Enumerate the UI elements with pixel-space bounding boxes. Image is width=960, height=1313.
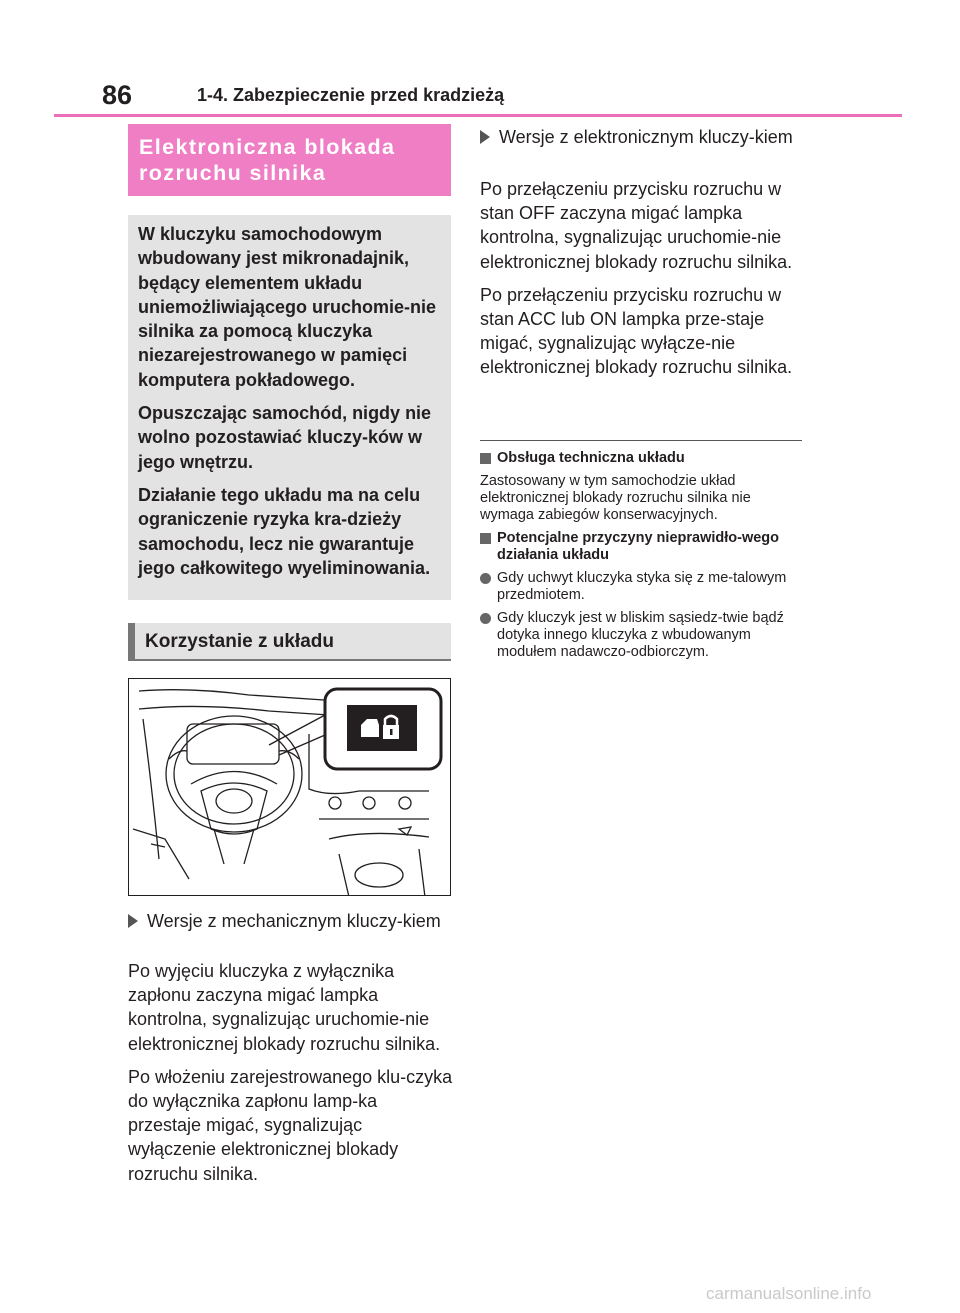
- note-body: Zastosowany w tym samochodzie układ elektronicznej blokady rozruchu silnika nie wymaga zabiegów konserwacyjnych.: [480, 473, 751, 523]
- note-list-item-text: Gdy kluczyk jest w bliskim sąsiedz-twie bądź dotyka innego kluczyka z wbudowanym modułem nadawczo-odbiorczym.: [497, 610, 784, 660]
- note-heading-text: Potencjalne przyczyny nieprawidło-wego działania układu: [497, 530, 780, 563]
- body-paragraph: Po przełączeniu przycisku rozruchu w stan ACC lub ON lampka prze-staje migać, sygnalizując wyłącze-nie elektronicznej blokady rozruchu silnika.: [480, 284, 793, 378]
- version-bullet: [128, 909, 453, 933]
- divider: [480, 440, 802, 441]
- warning-box: [128, 215, 451, 600]
- note-list-item-text: Gdy uchwyt kluczyka styka się z me-talowym przedmiotem.: [497, 570, 787, 603]
- arrow-bullet-icon: [480, 130, 490, 144]
- body-paragraph: Po wyjęciu kluczyka z wyłącznika zapłonu zaczyna migać lampka kontrolna, sygnalizując uruchomie-nie elektronicznej blokady rozruchu silnika.: [128, 961, 441, 1054]
- square-bullet-icon: [480, 453, 491, 464]
- warning-paragraph: Opuszczając samochód, nigdy nie wolno pozostawiać kluczy-ków w jego wnętrzu.: [138, 403, 432, 472]
- note-heading-text: Obsługa techniczna układu: [497, 450, 685, 466]
- version-bullet-text: Wersje z elektronicznym kluczy-kiem: [499, 127, 793, 147]
- dashboard-illustration: [128, 678, 451, 896]
- section-heading: Elektroniczna blokada rozruchu silnika: [139, 135, 396, 185]
- notes: [480, 450, 805, 667]
- header-rule: [54, 114, 902, 117]
- right-body: [480, 177, 805, 389]
- subheading: Korzystanie z układu: [145, 631, 334, 652]
- round-bullet-icon: [480, 613, 491, 624]
- left-body: [128, 959, 453, 1195]
- arrow-bullet-icon: [128, 914, 138, 928]
- warning-paragraph: W kluczyku samochodowym wbudowany jest mikronadajnik, będący elementem układu uniemożliwiającego uruchomie-nie silnika za pomocą kluczyka niezarejestrowanego w pamięci komputera pokładowego.: [138, 224, 437, 390]
- version-bullet-text: Wersje z mechanicznym kluczy-kiem: [147, 911, 441, 931]
- warning-paragraph: Działanie tego układu ma na celu ograniczenie ryzyka kra-dzieży samochodu, lecz nie gwarantuje jego całkowitego wyeliminowania.: [138, 484, 431, 578]
- note-heading: [480, 450, 805, 467]
- page-number: 86: [102, 80, 133, 110]
- section-title: 1-4. Zabezpieczenie przed kradzieżą: [197, 85, 505, 105]
- note-list-item: [480, 570, 805, 604]
- note-list-item: [480, 610, 805, 661]
- footer-watermark: carmanualsonline.info: [706, 1284, 872, 1303]
- body-paragraph: Po przełączeniu przycisku rozruchu w stan OFF zaczyna migać lampka kontrolna, sygnalizując uruchomie-nie elektronicznej blokady rozruchu silnika.: [480, 179, 793, 272]
- note-heading: [480, 530, 805, 564]
- dashboard-drawing: [129, 679, 451, 896]
- body-paragraph: Po włożeniu zarejestrowanego klu-czyka do wyłącznika zapłonu lamp-ka przestaje migać, sygnalizując wyłączenie elektronicznej blokady rozruchu silnika.: [128, 1066, 453, 1184]
- version-bullet: [480, 125, 805, 149]
- round-bullet-icon: [480, 573, 491, 584]
- section-heading-box: [128, 124, 451, 196]
- square-bullet-icon: [480, 533, 491, 544]
- subheading-box: [128, 623, 451, 661]
